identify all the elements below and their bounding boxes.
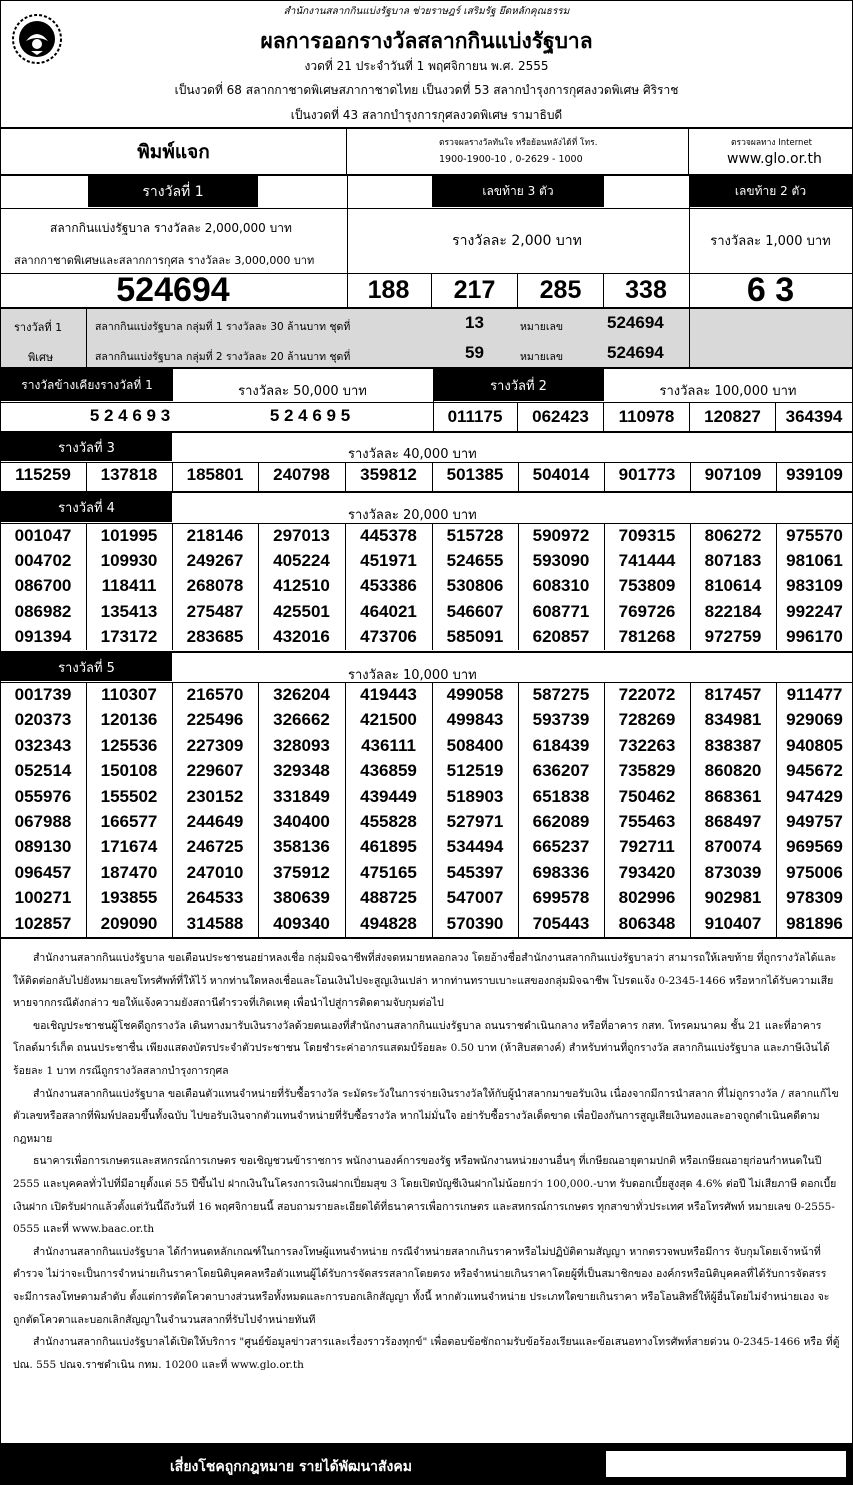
second-prize-number: 120827	[690, 402, 776, 431]
prize-number: 732263	[618, 735, 676, 755]
first-prize-number: 524694	[116, 270, 230, 309]
prize-number: 461895	[360, 837, 417, 857]
prize-number: 699578	[532, 888, 590, 908]
prize-number: 283685	[186, 626, 244, 646]
ministry-slogan: สำนักงานสลากกินแบ่งรัฐบาล ช่วยราษฎร์ เสริมรัฐ ยึดหลักคุณธรรม	[283, 6, 570, 17]
prize-number: 340400	[273, 812, 330, 831]
prize-number: 753809	[618, 576, 676, 596]
prize-number: 618439	[532, 735, 590, 755]
prize-number: 806348	[618, 913, 676, 933]
prize-number: 359812	[360, 465, 417, 484]
prize-number: 722072	[618, 685, 676, 704]
phone-numbers: 1900-1900-10 , 0-2629 - 1000	[439, 154, 583, 165]
prize-number: 004702	[14, 551, 72, 571]
prize-number: 412510	[273, 576, 330, 596]
prize-number: 868361	[704, 786, 762, 806]
prize-number: 421500	[360, 710, 417, 730]
special-row2-number: 524694	[607, 343, 664, 362]
last2-number: 6 3	[746, 270, 795, 309]
prize-number: 135413	[100, 601, 158, 621]
last3-amount: รางวัลละ 2,000 บาท	[452, 232, 582, 249]
announcement-paragraph: สำนักงานสลากกินแบ่งรัฐบาล ได้กำหนดหลักเกณฑ์ในการลงโทษผู้แทนจำหน่าย กรณีจำหน่ายสลากเกินราคาหรือไม่ปฏิบัติตามสัญญา หากตรวจพบหรือมีการ จับกุมโดยเจ้าหน้าที่ตำรวจ ไม่ว่าจะเป็นการจำหน่ายเกินราคาโดยนิติบุคคลหรือตัวแทนผู้ได้รับการจัดสรรสลากโดยตรง หรือจำหน่ายเกินราคาโดยผู้ที่เป็นสมาชิกของ องค์กรหรือนิติบุคคลที่ได้รับการจัดสรร จะมีการลงโทษตามลำดับ ตั้งแต่การตัดโควตาบางส่วนหรือทั้งหมดและการบอกเลิกสัญญา ทั้งนี้ หากตัวแทนจำหน่าย ประเภทใดขายเกินราคา หรือโอนสิทธิ์ให้ผู้อื่นโดยไม่จำหน่ายเอง จะถูกตัดโควตาและบอกเลิกสัญญาในจำนวนสลากที่รับไปจำหน่ายทันที	[13, 1245, 830, 1326]
prize-number: 945672	[786, 761, 843, 781]
prize-number: 593739	[532, 710, 590, 730]
prize-number: 728269	[618, 710, 676, 730]
footer-bar	[0, 1444, 853, 1485]
prize-number: 781268	[618, 626, 676, 646]
prize-number: 868497	[704, 812, 762, 831]
last3-number: 338	[625, 275, 667, 304]
prize-number: 171674	[100, 837, 158, 857]
last3-number: 217	[432, 273, 518, 307]
prize-number: 137818	[100, 465, 158, 484]
prize-number: 001739	[14, 685, 72, 704]
fourth-prize-amount: รางวัลละ 20,000 บาท	[348, 508, 477, 523]
prize-number: 473706	[360, 626, 417, 646]
prize-number: 590972	[532, 526, 590, 545]
prize-number: 911477	[786, 685, 843, 704]
prize-number: 001047	[14, 526, 72, 545]
prize-number: 870074	[704, 837, 762, 857]
third-prize-numbers	[0, 463, 853, 491]
prize-number: 608771	[532, 601, 590, 621]
prize-number: 375912	[273, 862, 330, 882]
prize-number: 665237	[532, 837, 590, 857]
prize-number: 240798	[273, 465, 330, 484]
prize-number: 445378	[360, 526, 417, 545]
prize-number: 750462	[618, 786, 676, 806]
header	[0, 0, 853, 128]
prize-number: 709315	[618, 526, 676, 545]
prize-number: 969569	[786, 837, 843, 857]
announcement-paragraph: สำนักงานสลากกินแบ่งรัฐบาล ขอเตือนตัวแทนจำหน่ายที่รับซื้อรางวัล ระมัดระวังในการจ่ายเงินรางวัลให้กับผู้นำสลากมาขอรับเงิน เนื่องจากมีการนำสลาก ที่ไม่ถูกรางวัล / สลากแก้ไขตัวเลขหรือสลากที่พิมพ์ปลอมขึ้นทั้งฉบับ ไปขอรับเงินจากตัวแทนจำหน่ายที่รับซื้อรางวัล หากไม่มั่นใจ อย่ารับซื้อรางวัลเด็ดขาด เพื่อป้องกันการสูญเสียเงินทองและอาจถูกดำเนินคดีตามกฎหมาย	[13, 1087, 839, 1145]
draw-series-line1: เป็นงวดที่ 68 สลากกาชาดพิเศษสภากาชาดไทย เป็นงวดที่ 53 สลากบำรุงการกุศลงวดพิเศษ ศิริราช	[174, 83, 679, 97]
prize-number: 947429	[786, 786, 843, 806]
prize-number: 115259	[15, 465, 71, 484]
prize-number: 755463	[618, 812, 676, 831]
announcement-paragraph: สำนักงานสลากกินแบ่งรัฐบาล ขอเตือนประชาชนอย่าหลงเชื่อ กลุ่มมิจฉาชีพที่ส่งจดหมายหลอกลวง โดยอ้างชื่อสำนักงานสลากกินแบ่งรัฐบาลว่า สามารถให้เลขท้าย ที่ถูกรางวัลได้และให้ติดต่อกลับไปยังหมายเลขโทรศัพท์ที่ให้ไว้ หากท่านใดหลงเชื่อและโอนเงินไปจะสูญเงินเปล่า หากท่านทราบเบาะแสของกลุ่มมิจฉาชีพ โปรดแจ้ง 0-2345-1466 หรือหากได้รับความเสียหายจากกรณีดังกล่าว ขอให้แจ้งความยังสถานีตำรวจที่เกิดเหตุ เพื่อนำไปสู่การติดตามจับกุมต่อไป	[13, 952, 837, 1010]
prize-number: 425501	[273, 601, 330, 621]
prize-number: 150108	[100, 761, 158, 781]
free-distribution-label: พิมพ์แจก	[1, 129, 347, 174]
prize-number: 409340	[273, 913, 330, 933]
prize-number: 902981	[704, 888, 762, 908]
prize-number: 817457	[704, 685, 762, 704]
third-prize-label: รางวัลที่ 3	[1, 433, 172, 461]
prize-number: 110307	[101, 685, 157, 704]
prize-number: 086700	[14, 576, 72, 596]
prize-number: 929069	[786, 710, 843, 730]
prize-number: 268078	[186, 576, 244, 596]
prize-number: 096457	[14, 862, 72, 882]
prize-number: 939109	[786, 465, 843, 484]
prize-number: 940805	[786, 735, 843, 755]
prize-number: 534494	[446, 837, 504, 857]
prize-number: 769726	[618, 601, 676, 621]
prize-number: 120136	[100, 710, 158, 730]
prize-number: 907109	[704, 465, 762, 484]
fifth-prize-numbers	[0, 683, 853, 937]
second-prize-numbers	[433, 402, 852, 431]
prize-number: 055976	[14, 786, 72, 806]
prize-number: 545397	[446, 862, 504, 882]
prize-number: 901773	[618, 465, 676, 484]
page-title: ผลการออกรางวัลสลากกินแบ่งรัฐบาล	[260, 28, 593, 53]
prize-number: 275487	[186, 601, 244, 621]
prize-number: 052514	[14, 761, 72, 781]
last2-amount: รางวัลละ 1,000 บาท	[710, 234, 831, 249]
prize-number: 358136	[273, 837, 330, 857]
prize-number: 593090	[532, 551, 590, 571]
prize-number: 109930	[100, 551, 158, 571]
special-row1-number: 524694	[607, 313, 664, 332]
prize-number: 547007	[446, 888, 504, 908]
prize-number: 499058	[446, 685, 504, 704]
prize-number: 802996	[618, 888, 676, 908]
prize-number: 118411	[101, 576, 157, 596]
special-number-label: หมายเลข	[520, 321, 564, 333]
prize-number: 326204	[273, 685, 330, 704]
fourth-prize-numbers	[0, 524, 853, 650]
prize-number: 227309	[186, 735, 244, 755]
prize-number: 218146	[186, 526, 244, 545]
prize-number: 032343	[14, 735, 72, 755]
prize-number: 101995	[100, 526, 158, 545]
first-prize-label: รางวัลที่ 1	[88, 176, 258, 207]
footer-blank-box	[606, 1451, 846, 1477]
prize-number: 636207	[532, 761, 590, 781]
last3-number: 188	[346, 273, 432, 307]
prize-number: 125536	[100, 735, 158, 755]
prize-number: 216570	[186, 685, 244, 704]
prize-number: 488725	[360, 888, 417, 908]
prize-number: 100271	[14, 888, 72, 908]
phone-caption: ตรวจผลรางวัลทันใจ หรือย้อนหลังได้ที่ โทร.	[439, 138, 598, 148]
prize-number: 981061	[786, 551, 843, 571]
prize-number: 972759	[704, 626, 762, 646]
prize-number: 741444	[618, 551, 676, 571]
prize-number: 501385	[446, 465, 504, 484]
fifth-prize-label: รางวัลที่ 5	[1, 653, 172, 681]
prize-number: 405224	[273, 551, 330, 571]
second-prize-number: 011175	[433, 402, 518, 431]
prize-number: 091394	[14, 626, 72, 646]
near-first-number: 5 2 4 6 9 3	[89, 406, 171, 425]
near-first-amount: รางวัลละ 50,000 บาท	[238, 383, 367, 399]
prize-number: 499843	[446, 710, 504, 730]
prize-number: 464021	[360, 601, 417, 621]
prize-number: 089130	[14, 837, 72, 857]
prize-number: 620857	[532, 626, 590, 646]
last3-number: 285	[518, 273, 604, 307]
prize-number: 455828	[360, 812, 417, 831]
prize-number: 067988	[14, 812, 72, 831]
prize-number: 244649	[186, 812, 244, 831]
info-row	[0, 128, 853, 175]
phone-info	[347, 129, 689, 174]
draw-date: งวดที่ 21 ประจำวันที่ 1 พฤศจิกายน พ.ศ. 2555	[304, 59, 549, 73]
prize-number: 329348	[273, 761, 330, 781]
second-prize-number: 062423	[518, 402, 604, 431]
prize-number: 530806	[446, 576, 504, 596]
prize-number: 173172	[100, 626, 158, 646]
prize-number: 331849	[273, 786, 330, 806]
prize-number: 380639	[273, 888, 330, 908]
prize-number: 436859	[360, 761, 417, 781]
special-row1-set: 13	[465, 313, 484, 332]
prize-number: 326662	[273, 710, 330, 730]
prize-number: 193855	[100, 888, 158, 908]
special-row2-desc: สลากกินแบ่งรัฐบาล กลุ่มที่ 2 รางวัลละ 20 ล้านบาท ชุดที่	[95, 351, 351, 363]
prize-number: 512519	[446, 761, 504, 781]
web-caption: ตรวจผลทาง Internet	[731, 138, 813, 148]
second-prize-number: 110978	[604, 402, 690, 431]
web-info	[689, 129, 853, 174]
prize-number: 086982	[14, 601, 72, 621]
prize-number: 246725	[186, 837, 244, 857]
prize-number: 297013	[273, 526, 330, 545]
prize-number: 585091	[446, 626, 504, 646]
announcement-paragraph: ธนาคารเพื่อการเกษตรและสหกรณ์การเกษตร ขอเชิญชวนข้าราชการ พนักงานองค์การของรัฐ หรือพนักงานหน่วยงานอื่นๆ ที่เกษียณอายุตามปกติ หรือเกษียณอายุก่อนกำหนดในปี 2555 และบุคคลทั่วไปที่มีอายุตั้งแต่ 55 ปีขึ้นไป ฝากเงินในโครงการเงินฝากเปี่ยมสุข 3 โดยเปิดบัญชีเงินฝากไม่น้อยกว่า 100,000.-บาท รับดอกเบี้ยสูงสุด 4.6% ต่อปี ไม่เสียภาษี ดอกเบี้ยเงินฝาก เปิดรับฝากแล้วตั้งแต่วันนี้ถึงวันที่ 16 พฤศจิกายนนี้ สอบถามรายละเอียดได้ที่ธนาคารเพื่อการเกษตร และสหกรณ์การเกษตร ทุกสาขาทั่วประเทศ หรือโทรศัพท์ หมายเลข 0-2555-0555 และที่ www.baac.or.th	[13, 1155, 837, 1236]
website-link[interactable]: www.glo.or.th	[727, 151, 822, 167]
special-row1-desc: สลากกินแบ่งรัฐบาล กลุ่มที่ 1 รางวัลละ 30 ล้านบาท ชุดที่	[95, 321, 351, 333]
prize-number: 793420	[618, 862, 676, 882]
prize-number: 910407	[704, 913, 762, 933]
prize-number: 546607	[446, 601, 504, 621]
prize-number: 806272	[704, 526, 762, 545]
prize-number: 860820	[704, 761, 762, 781]
second-prize-amount: รางวัลละ 100,000 บาท	[659, 383, 797, 399]
second-prize-number: 364394	[785, 406, 843, 426]
announcement-paragraph: ขอเชิญประชาชนผู้โชคดีถูกรางวัล เดินทางมารับเงินรางวัลด้วยตนเองที่สำนักงานสลากกินแบ่งรัฐบาล ถนนราชดำเนินกลาง หรือที่อาคาร กสท. โทรคมนาคม ชั้น 21 และที่อาคารโกลด์มาร์เก็ต ถนนประชาชื่น เพียงแสดงบัตรประจำตัวประชาชน โดยชำระค่าอากรแสตมป์ร้อยละ 0.50 บาท (ห้าสิบสตางค์) สำหรับท่านที่ถูกรางวัล สลากกินแบ่งรัฐบาล และภาษีเงินได้ร้อยละ 1 บาท กรณีถูกรางวัลสลากบำรุงการกุศล	[13, 1019, 830, 1077]
fifth-prize-amount: รางวัลละ 10,000 บาท	[348, 668, 477, 683]
prize-number: 439449	[360, 786, 417, 806]
prize-number: 494828	[360, 913, 417, 933]
third-prize-amount: รางวัลละ 40,000 บาท	[348, 447, 477, 462]
special-number-label: หมายเลข	[520, 351, 564, 363]
prize-number: 587275	[532, 685, 590, 704]
special-label-1: รางวัลที่ 1	[14, 321, 63, 334]
prize-number: 810614	[704, 576, 762, 596]
prize-number: 698336	[532, 862, 590, 882]
prize-number: 949757	[786, 812, 843, 831]
prize-number: 996170	[786, 626, 843, 646]
prize-number: 249267	[186, 551, 244, 571]
prize-number: 978309	[786, 888, 843, 908]
prize-number: 873039	[704, 862, 762, 882]
special-label-2: พิเศษ	[28, 351, 54, 364]
special-row2-set: 59	[465, 343, 484, 362]
prize-number: 992247	[786, 601, 843, 621]
prize-number: 453386	[360, 576, 417, 596]
prize-number: 792711	[619, 837, 675, 857]
prize-number: 230152	[186, 786, 244, 806]
prize-number: 264533	[186, 888, 244, 908]
prize-number: 020373	[14, 710, 72, 730]
prize-number: 705443	[532, 913, 590, 933]
prize-number: 515728	[446, 526, 504, 545]
prize-number: 651838	[532, 786, 590, 806]
prize-number: 983109	[786, 576, 843, 596]
prize-number: 608310	[532, 576, 590, 596]
prize-number: 807183	[704, 551, 762, 571]
prize-number: 432016	[273, 626, 330, 646]
prize-number: 451971	[360, 551, 417, 571]
last2-label: เลขท้าย 2 ตัว	[689, 176, 852, 207]
prize-number: 834981	[704, 710, 762, 730]
first-prize-desc-1: สลากกินแบ่งรัฐบาล รางวัลละ 2,000,000 บาท	[50, 221, 292, 235]
prize-number: 247010	[186, 862, 244, 882]
prize-number: 662089	[532, 812, 590, 831]
near-first-label: รางวัลข้างเคียงรางวัลที่ 1	[1, 369, 173, 401]
prize-number: 504014	[532, 465, 590, 484]
prize-number: 838387	[704, 735, 762, 755]
prize-number: 185801	[186, 465, 244, 484]
prize-number: 518903	[446, 786, 504, 806]
last3-label: เลขท้าย 3 ตัว	[432, 176, 604, 207]
prize-number: 102857	[14, 913, 72, 933]
prize-number: 822184	[704, 601, 762, 621]
near-first-number: 5 2 4 6 9 5	[269, 406, 351, 425]
prize-number: 314588	[186, 913, 244, 933]
second-prize-label: รางวัลที่ 2	[433, 369, 604, 401]
prize-number: 735829	[618, 761, 676, 781]
prize-number: 975570	[786, 526, 843, 545]
prize-number: 508400	[446, 735, 504, 755]
prize-number: 570390	[446, 913, 504, 933]
prize-number: 225496	[186, 710, 244, 730]
prize-number: 209090	[100, 913, 158, 933]
prize-number: 155502	[100, 786, 158, 806]
last3-numbers	[346, 273, 688, 307]
prize-number: 975006	[786, 862, 843, 882]
prize-number: 524655	[446, 551, 504, 571]
fourth-prize-label: รางวัลที่ 4	[1, 493, 172, 522]
prize-number: 328093	[273, 735, 330, 755]
announcements	[0, 938, 853, 1444]
prize-number: 981896	[786, 913, 843, 933]
prize-number: 527971	[446, 812, 504, 831]
prize-number: 475165	[360, 862, 417, 882]
footer-slogan: เสี่ยงโชคถูกกฎหมาย รายได้พัฒนาสังคม	[170, 1459, 412, 1475]
prize-number: 166577	[100, 812, 158, 831]
draw-series-line2: เป็นงวดที่ 43 สลากบำรุงการกุศลงวดพิเศษ รามาธิบดี	[290, 108, 563, 122]
prize-number: 229607	[186, 761, 244, 781]
announcement-paragraph: สำนักงานสลากกินแบ่งรัฐบาลได้เปิดให้บริการ "ศูนย์ข้อมูลข่าวสารและเรื่องราวร้องทุกข์" เพื่อตอบข้อซักถามรับข้อร้องเรียนและข้อเสนอทางโทรศัพท์สายด่วน 0-2345-1466 หรือ ที่ตู้ ปณ. 555 ปณจ.ราชดำเนิน กทม. 10200 และที่ www.glo.or.th	[13, 1336, 840, 1371]
first-prize-desc-2: สลากกาชาดพิเศษและสลากการกุศล รางวัลละ 3,000,000 บาท	[14, 254, 315, 267]
prize-number: 187470	[100, 862, 158, 882]
prize-number: 419443	[360, 685, 417, 704]
prize-number: 436111	[361, 735, 416, 755]
